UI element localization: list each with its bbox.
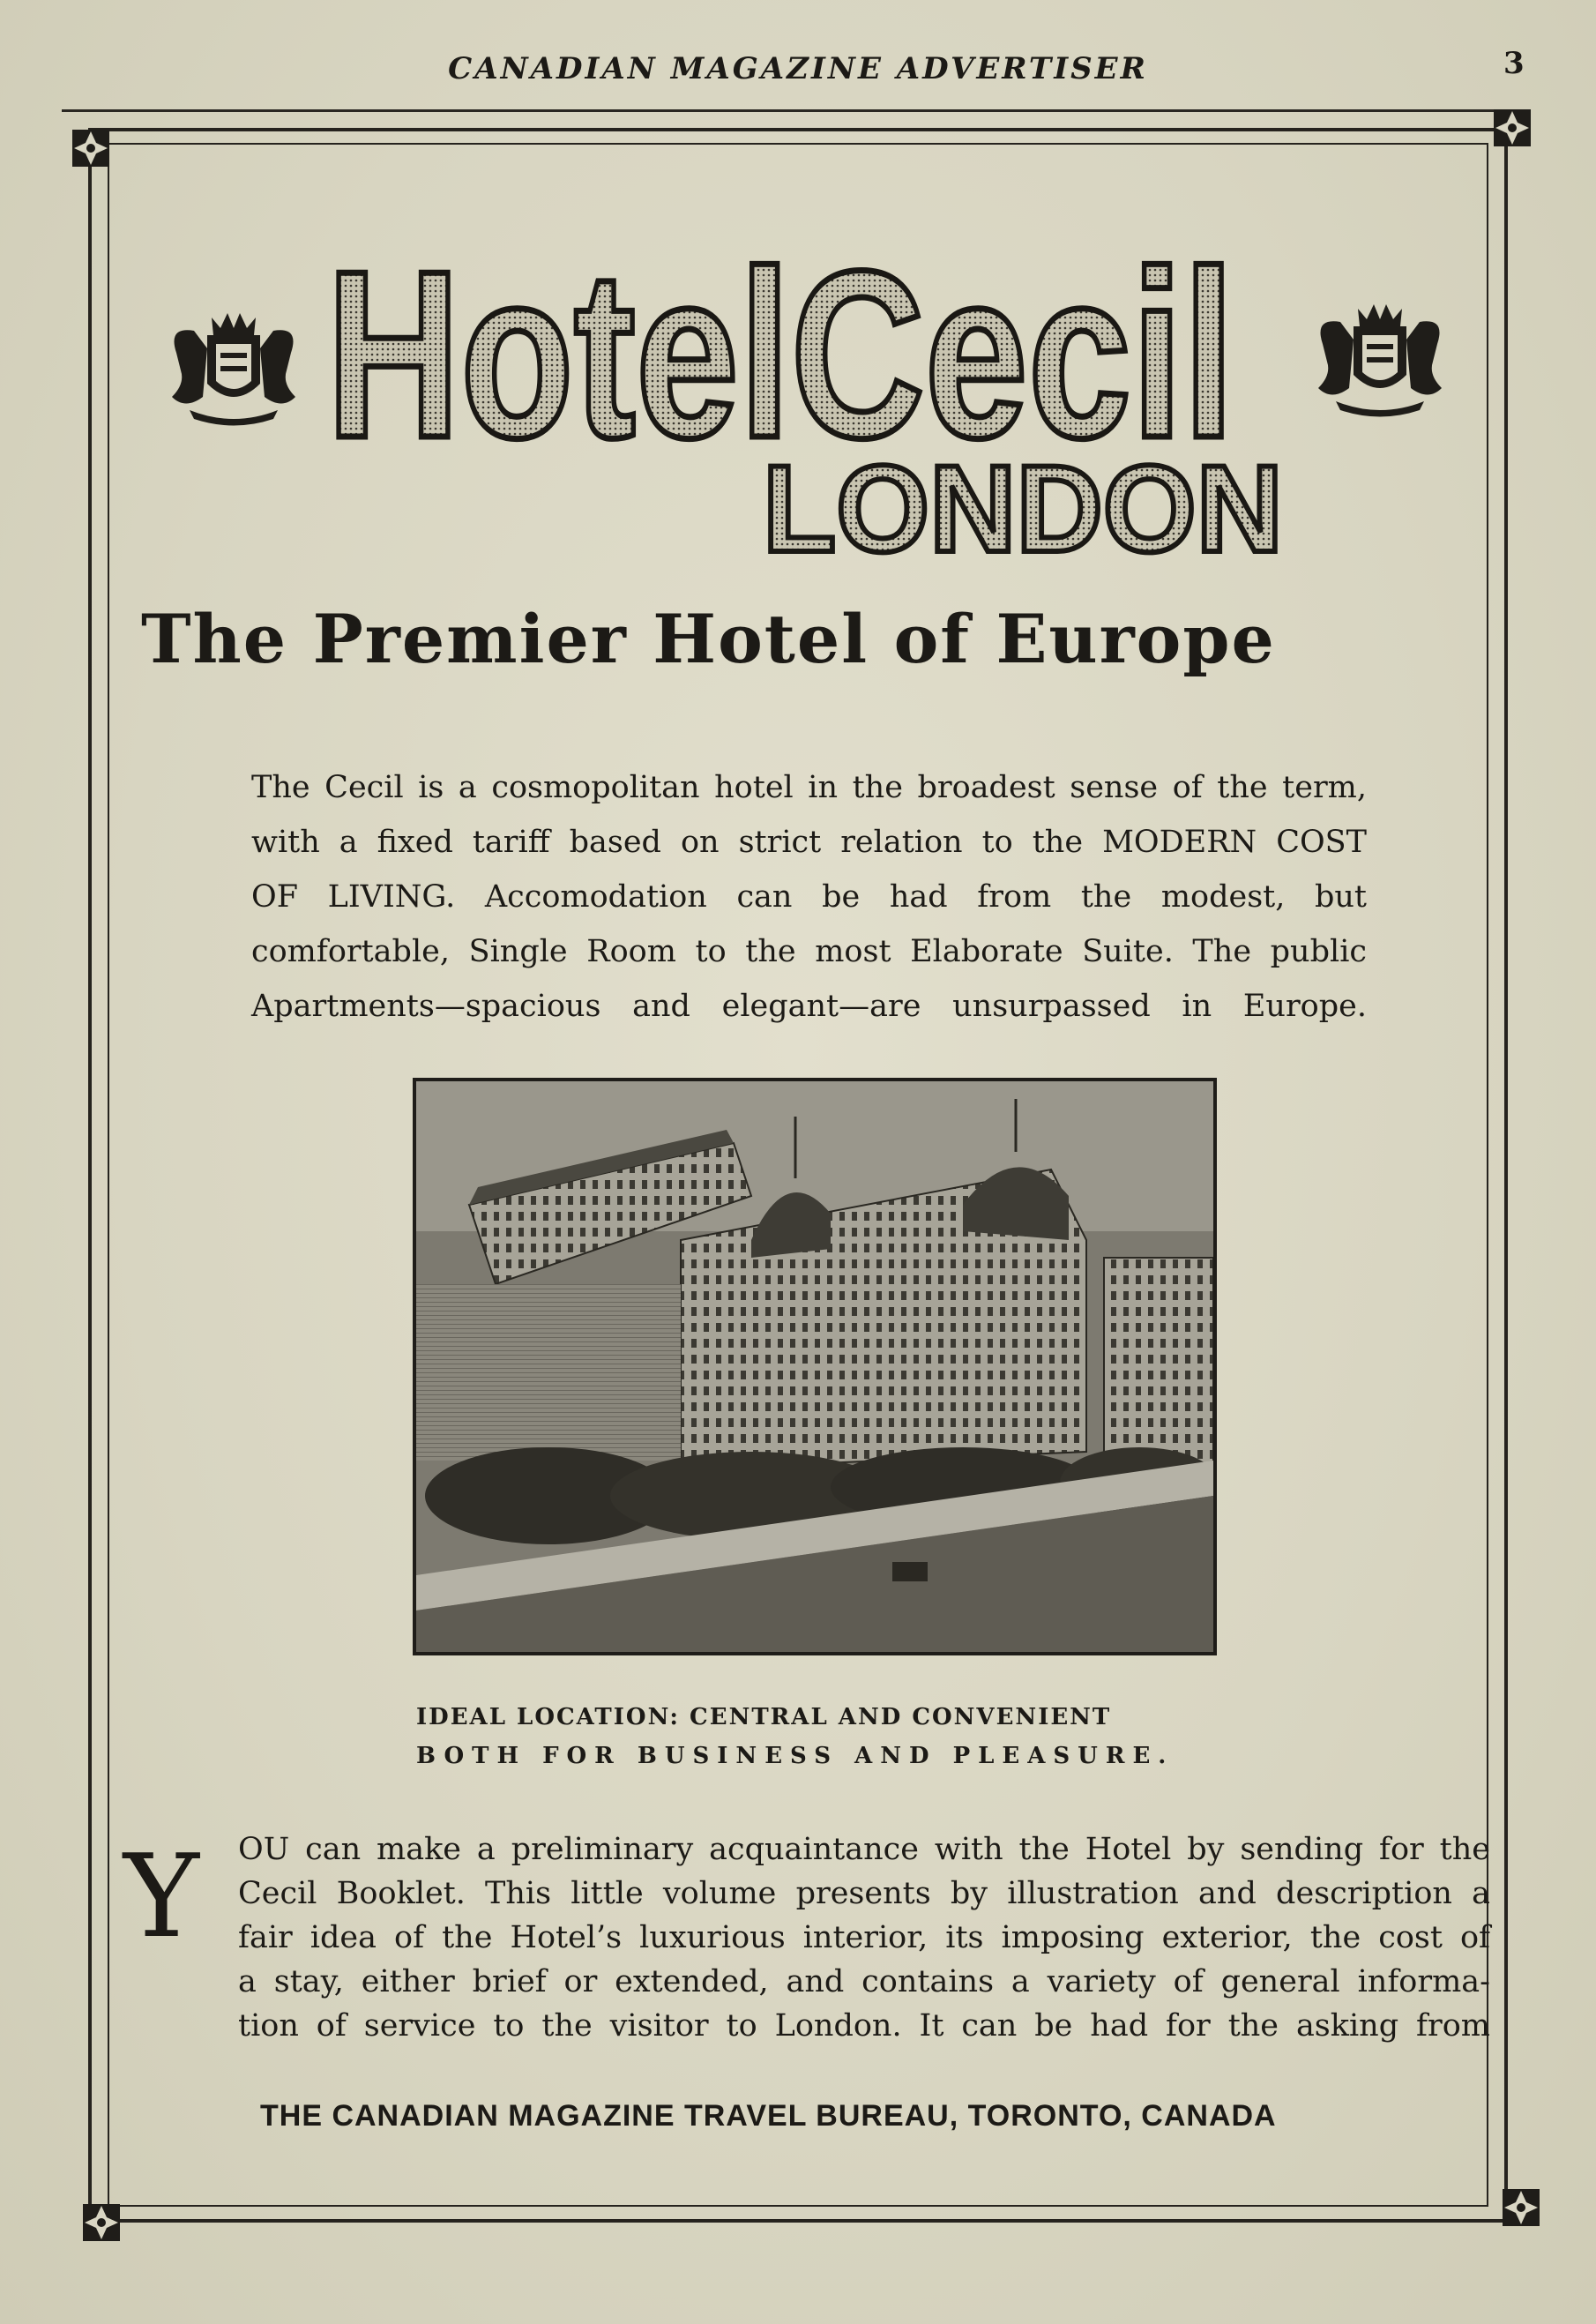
svg-text:LONDON: LONDON [763,441,1283,564]
hotel-illustration [413,1078,1217,1655]
illustration-caption [416,1698,1219,1775]
header-rule [62,109,1530,112]
intro-line: The Cecil is a cosmopolitan hotel in the broadest sense of the term, [251,770,1367,805]
page-number: 3 [1503,46,1525,81]
intro-line: Apartments—spacious and elegant—are unsurpassed in Europe. [251,989,1367,1024]
intro-line: OF LIVING. Accomodation can be had from the modest, but [251,879,1367,915]
booklet-line: Cecil Booklet. This little volume presents by illustration and description a [238,1876,1490,1911]
corner-ornament-icon [1490,106,1534,150]
london-logo [758,441,1287,564]
intro-line: with a fixed tariff based on strict relation to the MODERN COST [251,825,1367,860]
travel-bureau-address: THE CANADIAN MAGAZINE TRAVEL BUREAU, TORONTO, CANADA [260,2099,1277,2133]
booklet-line: fair idea of the Hotel’s luxurious interior, its imposing exterior, the cost of [238,1920,1490,1955]
svg-text:HotelCecil: HotelCecil [326,222,1234,454]
corner-ornament-icon [1499,2186,1543,2230]
headline: The Premier Hotel of Europe [141,600,1276,678]
intro-line: comfortable, Single Room to the most Elaborate Suite. The public [251,934,1367,969]
corner-ornament-icon [79,2201,123,2245]
coat-of-arms-icon [159,300,309,432]
hotel-cecil-logo [322,198,1239,454]
drop-cap: Y [123,1829,199,1963]
booklet-line: tion of service to the visitor to London. It can be had for the asking from [238,2008,1490,2044]
intro-paragraph [251,760,1367,1034]
corner-ornament-icon [69,126,113,170]
booklet-line: OU can make a preliminary acquaintance with the Hotel by sending for the [238,1832,1490,1867]
caption-line: BOTH FOR BUSINESS AND PLEASURE. [416,1743,1175,1769]
coat-of-arms-icon [1305,291,1455,423]
booklet-paragraph [238,1827,1490,2048]
booklet-line: a stay, either brief or extended, and contains a variety of general informa- [238,1964,1490,1999]
caption-line: IDEAL LOCATION: CENTRAL AND CONVENIENT [416,1704,1112,1730]
running-head: CANADIAN MAGAZINE ADVERTISER [448,51,1148,86]
